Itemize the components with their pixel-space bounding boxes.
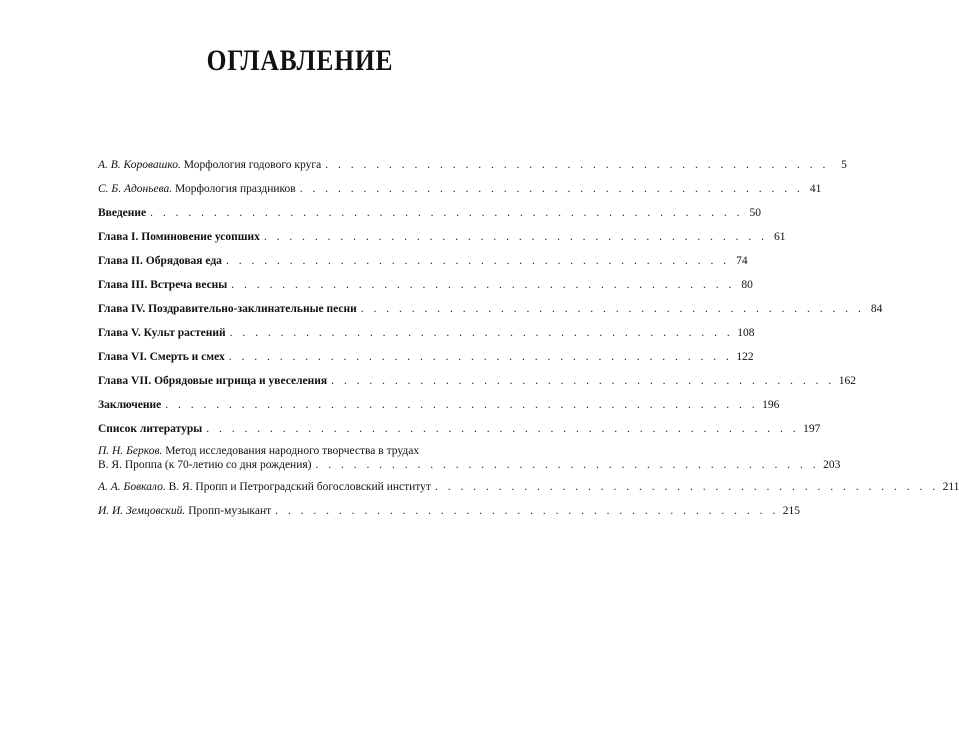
dot-leader: . . . . . . . . . . . . . . . . . . . . . . . . . . . . . . . . . . . . . . . .	[225, 255, 730, 267]
entry-page-number: 215	[782, 505, 800, 517]
entry-page-number: 162	[838, 375, 856, 387]
page-title: ОГЛАВЛЕНИЕ	[206, 44, 394, 77]
toc-entry-adonyeva[interactable]	[98, 182, 822, 196]
entry-page-number: 122	[736, 351, 754, 363]
entry-title: Метод исследования народного творчества в трудах	[165, 445, 420, 457]
table-of-contents	[98, 158, 959, 518]
entry-title: Глава I. Поминовение усопших	[98, 231, 260, 243]
entry-page-number: 80	[741, 279, 753, 291]
dot-leader: . . . . . . . . . . . . . . . . . . . . . . . . . . . . . . . . . . . . . . . . . . . . . . .	[165, 399, 759, 411]
toc-entry-chapter-1[interactable]	[98, 230, 786, 244]
entry-page-number: 203	[823, 459, 841, 471]
entry-page-number: 196	[762, 399, 780, 411]
dot-leader: . . . . . . . . . . . . . . . . . . . . . . . . . . . . . . . . . . . . . . . .	[434, 481, 939, 493]
dot-leader: . . . . . . . . . . . . . . . . . . . . . . . . . . . . . . . . . . . . . . . . . . . . . . .	[206, 423, 800, 435]
entry-page-number: 108	[737, 327, 755, 339]
dot-leader: . . . . . . . . . . . . . . . . . . . . . . . . . . . . . . . . . . . . . . . .	[231, 279, 735, 291]
toc-entry-chapter-7[interactable]	[98, 374, 856, 388]
toc-entry-introduction[interactable]	[98, 206, 761, 220]
toc-entry-chapter-6[interactable]	[98, 350, 754, 364]
entry-title: Морфология годового круга	[183, 159, 322, 171]
entry-title: Глава VII. Обрядовые игрища и увеселения	[98, 375, 328, 387]
toc-entry-conclusion[interactable]	[98, 398, 780, 412]
entry-title-continued: В. Я. Проппа (к 70-летию со дня рождения)	[98, 459, 312, 471]
toc-entry-zemtsovsky[interactable]	[98, 504, 800, 518]
entry-author: С. Б. Адоньева.	[98, 183, 173, 195]
entry-title: Список литературы	[98, 423, 203, 435]
entry-title: Пропп-музыкант	[188, 505, 272, 517]
toc-entry-chapter-5[interactable]	[98, 326, 755, 340]
dot-leader: . . . . . . . . . . . . . . . . . . . . . . . . . . . . . . . . . . . . . . . .	[299, 183, 804, 195]
dot-leader: . . . . . . . . . . . . . . . . . . . . . . . . . . . . . . . . . . . . . . . .	[228, 351, 733, 363]
entry-author: П. Н. Берков.	[98, 445, 163, 457]
dot-leader: . . . . . . . . . . . . . . . . . . . . . . . . . . . . . . . . . . . . . . . .	[360, 303, 865, 315]
entry-author: И. И. Земцовский.	[98, 505, 186, 517]
toc-entry-chapter-4[interactable]	[98, 302, 883, 316]
dot-leader: . . . . . . . . . . . . . . . . . . . . . . . . . . . . . . . . . . . . . . . .	[315, 459, 820, 471]
entry-page-number: 41	[809, 183, 822, 195]
entry-author: А. В. Коровашко.	[98, 159, 181, 171]
entry-page-number: 197	[803, 423, 821, 435]
dot-leader: . . . . . . . . . . . . . . . . . . . . . . . . . . . . . . . . . . . . . . . .	[325, 159, 829, 171]
dot-leader: . . . . . . . . . . . . . . . . . . . . . . . . . . . . . . . . . . . . . . . . . . . . . . .	[150, 207, 743, 219]
entry-title: Морфология праздников	[175, 183, 296, 195]
entry-page-number: 5	[841, 159, 847, 171]
entry-page-number: 61	[773, 231, 786, 243]
dot-leader: . . . . . . . . . . . . . . . . . . . . . . . . . . . . . . . . . . . . . . . .	[331, 375, 835, 387]
entry-title: Введение	[98, 207, 147, 219]
entry-title: Глава IV. Поздравительно-заклинательные песни	[98, 303, 357, 315]
dot-leader: . . . . . . . . . . . . . . . . . . . . . . . . . . . . . . . . . . . . . . . .	[263, 231, 768, 243]
entry-page-number: 84	[870, 303, 883, 315]
entry-title: Заключение	[98, 399, 162, 411]
toc-entry-berkov[interactable]	[98, 444, 841, 472]
entry-title: Глава V. Культ растений	[98, 327, 226, 339]
entry-title: В. Я. Пропп и Петроградский богословский институт	[168, 481, 431, 493]
toc-entry-bibliography[interactable]	[98, 422, 821, 436]
toc-entry-chapter-3[interactable]	[98, 278, 753, 292]
entry-page-number: 74	[736, 255, 748, 267]
entry-author: А. А. Бовкало.	[98, 481, 166, 493]
entry-page-number: 50	[749, 207, 761, 219]
entry-page-number: 211	[942, 481, 959, 493]
dot-leader: . . . . . . . . . . . . . . . . . . . . . . . . . . . . . . . . . . . . . . . .	[275, 505, 779, 517]
toc-entry-chapter-2[interactable]	[98, 254, 748, 268]
entry-title: Глава II. Обрядовая еда	[98, 255, 222, 267]
dot-leader: . . . . . . . . . . . . . . . . . . . . . . . . . . . . . . . . . . . . . . . .	[229, 327, 734, 339]
toc-entry-bovkalo[interactable]	[98, 480, 959, 494]
entry-title: Глава III. Встреча весны	[98, 279, 228, 291]
toc-entry-korovashko[interactable]	[98, 158, 847, 172]
entry-title: Глава VI. Смерть и смех	[98, 351, 225, 363]
